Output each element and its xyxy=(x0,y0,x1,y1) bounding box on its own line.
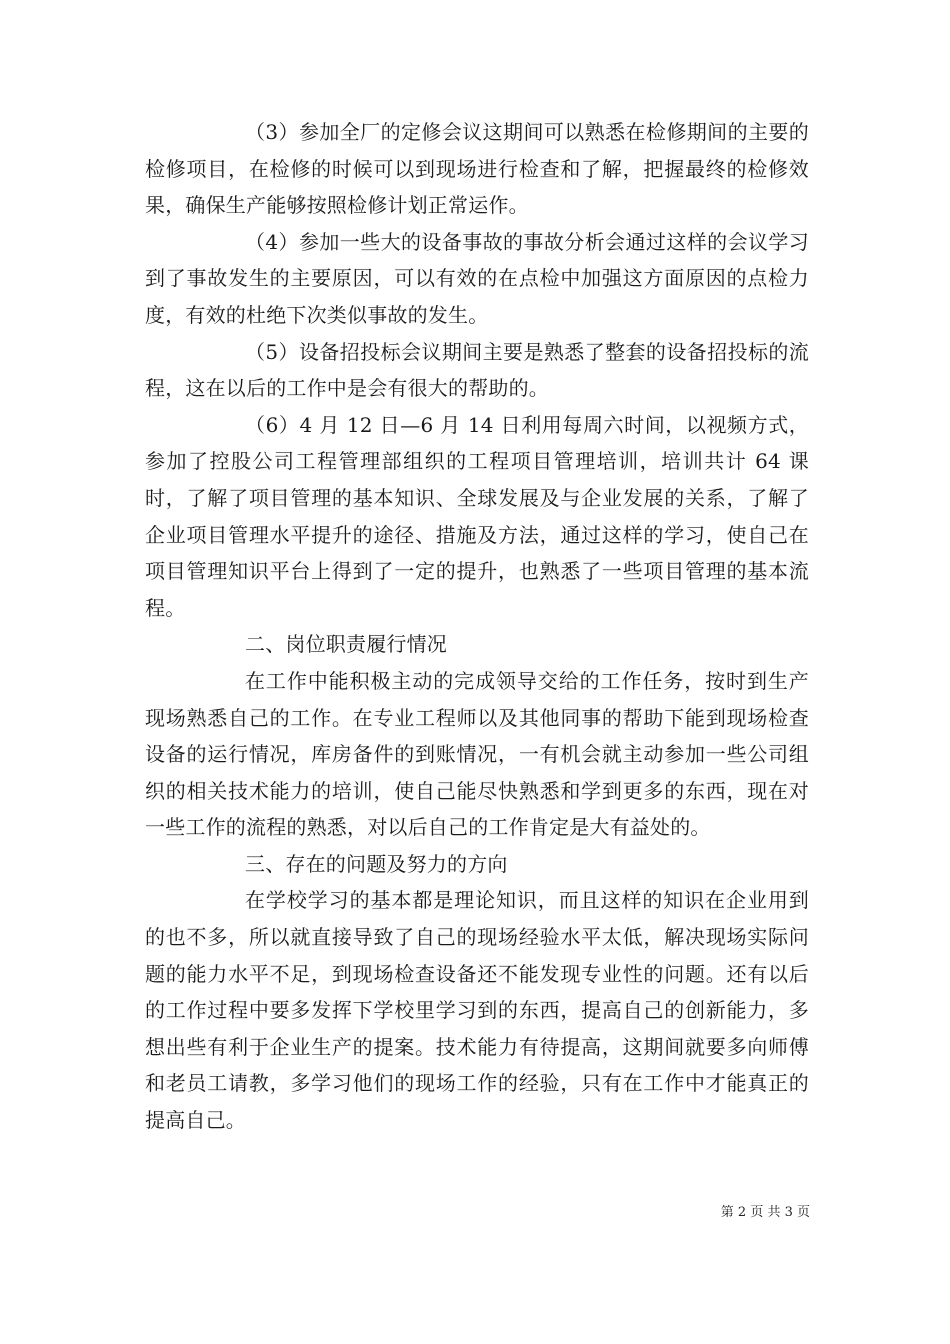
section-heading-duties: 二、岗位职责履行情况 xyxy=(245,632,447,657)
paragraph-item-5: （5）设备招投标会议期间主要是熟悉了整套的设备招投标的流程，这在以后的工作中是会有很大的帮助的。 xyxy=(145,339,809,401)
paragraph-item-3: （3）参加全厂的定修会议这期间可以熟悉在检修期间的主要的检修项目，在检修的时候可以到现场进行检查和了解，把握最终的检修效果，确保生产能够按照检修计划正常运作。 xyxy=(145,120,809,218)
section-heading-problems: 三、存在的问题及努力的方向 xyxy=(245,851,508,876)
paragraph-problems: 在学校学习的基本都是理论知识，而且这样的知识在企业用到的也不多，所以就直接导致了自己的现场经验水平太低，解决现场实际问题的能力水平不足，到现场检查设备还不能发现专业性的问题。还有以后的工作过程中要多发挥下学校里学习到的东西，提高自己的创新能力，多想出些有利于企业生产的提案。技术能力有待提高，这期间就要多向师傅和老员工请教，多学习他们的现场工作的经验，只有在工作中才能真正的提高自己。 xyxy=(145,888,809,1133)
paragraph-item-6: （6）4 月 12 日—6 月 14 日利用每周六时间，以视频方式，参加了控股公司工程管理部组织的工程项目管理培训，培训共计 64 课时，了解了项目管理的基本知识、全球发展及与企业发展的关系，了解了企业项目管理水平提升的途径、措施及方法，通过这样的学习，使自己在项目管理知识平台上得到了一定的提升，也熟悉了一些项目管理的基本流程。 xyxy=(145,412,809,620)
document-body xyxy=(145,114,809,1139)
paragraph-duties: 在工作中能积极主动的完成领导交给的工作任务，按时到生产现场熟悉自己的工作。在专业工程师以及其他同事的帮助下能到现场检查设备的运行情况，库房备件的到账情况，一有机会就主动参加一些公司组织的相关技术能力的培训，使自己能尽快熟悉和学到更多的东西，现在对一些工作的流程的熟悉，对以后自己的工作肯定是大有益处的。 xyxy=(145,668,809,840)
paragraph-item-4: （4）参加一些大的设备事故的事故分析会通过这样的会议学习到了事故发生的主要原因，可以有效的在点检中加强这方面原因的点检力度，有效的杜绝下次类似事故的发生。 xyxy=(145,229,809,327)
page-number-footer: 第 2 页 共 3 页 xyxy=(720,1205,810,1220)
